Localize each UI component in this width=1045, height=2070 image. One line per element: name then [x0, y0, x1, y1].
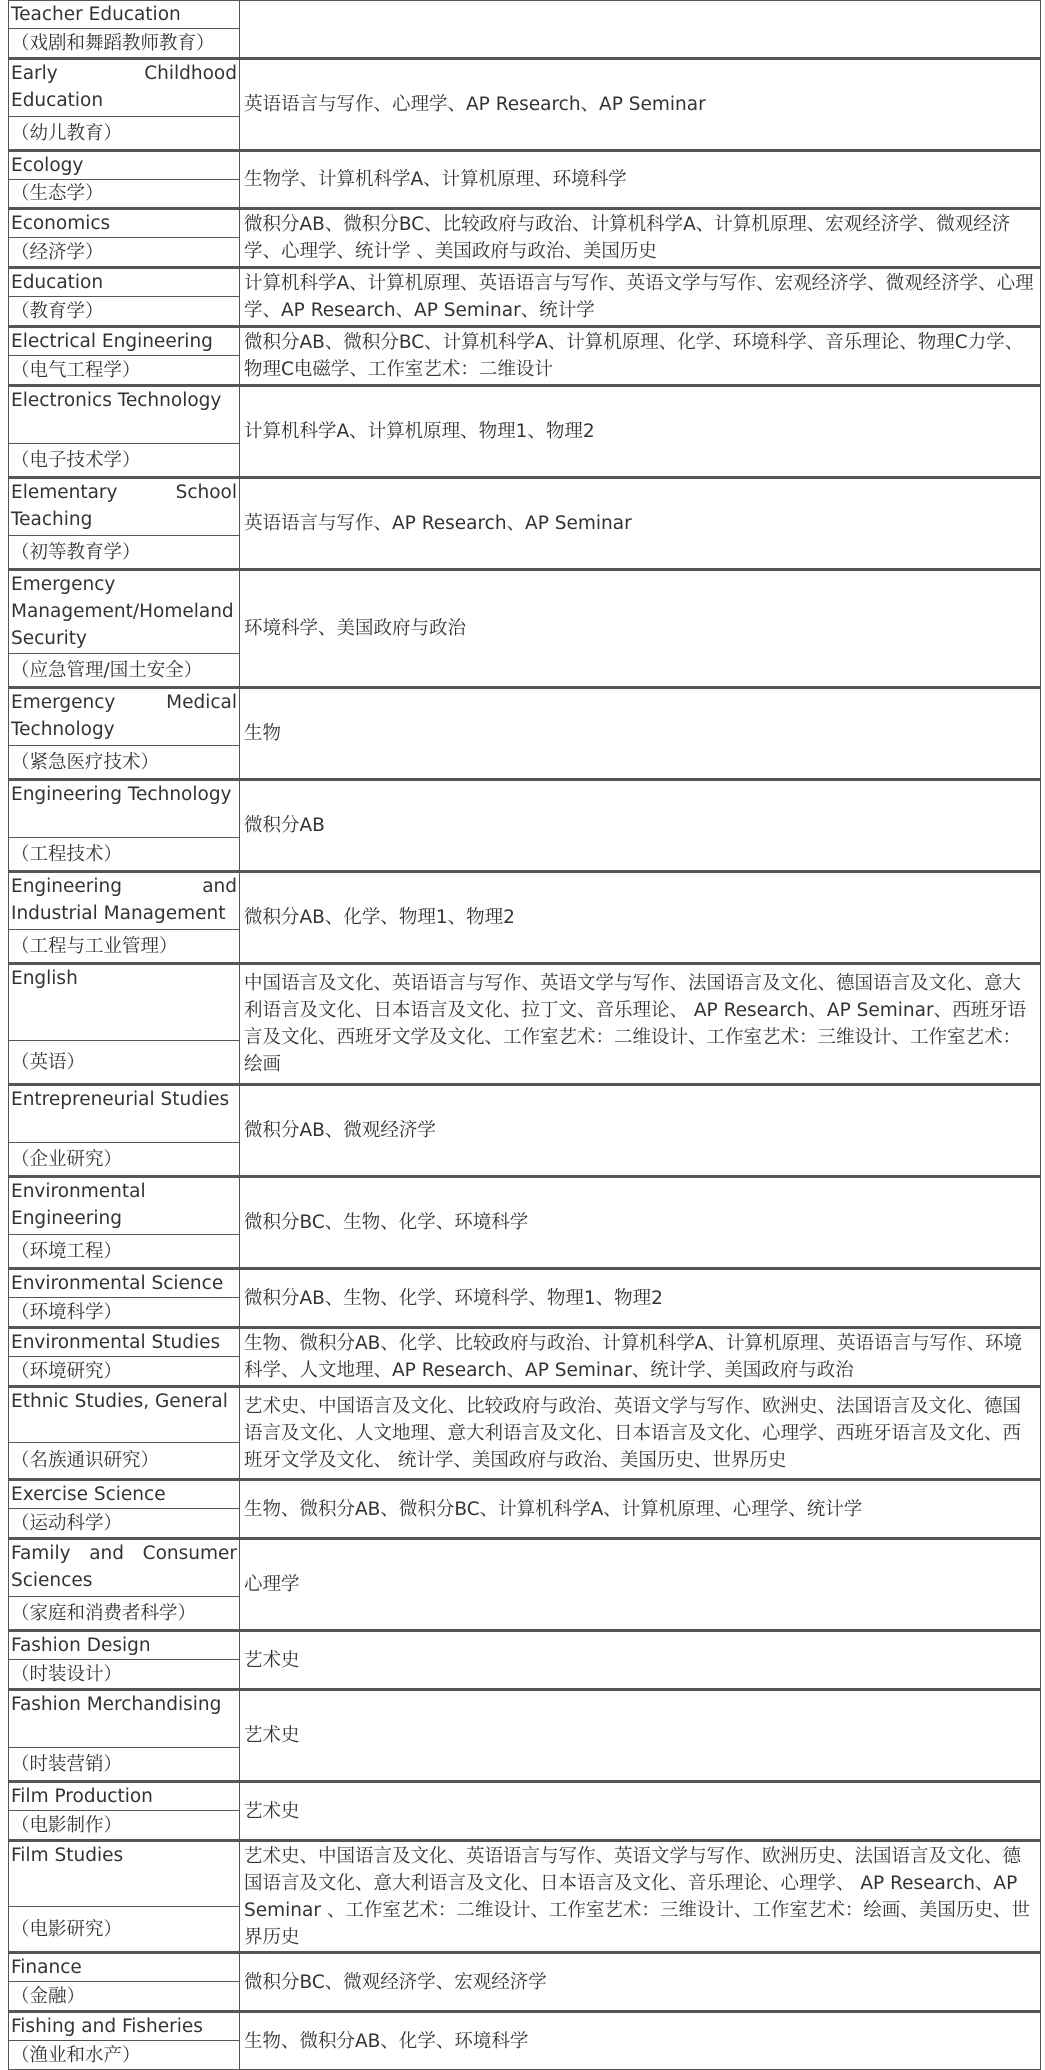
major-name-en: Family and Consumer Sciences: [9, 1539, 240, 1597]
recommended-courses: 计算机科学A、计算机原理、物理1、物理2: [240, 386, 1041, 478]
table-row: [9, 1782, 1041, 1811]
recommended-courses: 生物、微积分AB、化学、比较政府与政治、计算机科学A、计算机原理、英语语言与写作、环境科学、人文地理、AP Research、AP Seminar、统计学、美国政府与政治: [240, 1328, 1041, 1387]
major-name-en: Environmental Engineering: [9, 1177, 240, 1235]
table-row: [9, 1480, 1041, 1509]
major-name-cn: （企业研究）: [9, 1143, 240, 1177]
major-name-en: Fashion Merchandising: [9, 1690, 240, 1748]
major-name-cn: （环境工程）: [9, 1235, 240, 1269]
major-name-en: Fashion Design: [9, 1631, 240, 1660]
major-name-en: Film Studies: [9, 1841, 240, 1907]
table-row: [9, 1085, 1041, 1143]
recommended-courses: 生物、微积分AB、化学、环境科学: [240, 2012, 1041, 2070]
major-name-en: Ecology: [9, 151, 240, 180]
major-name-cn: （金融）: [9, 1982, 240, 2012]
major-name-en: Teacher Education: [9, 1, 240, 29]
table-row: [9, 1953, 1041, 1982]
recommended-courses: 计算机科学A、计算机原理、英语语言与写作、英语文学与写作、宏观经济学、微观经济学、心理学、AP Research、AP Seminar、统计学: [240, 268, 1041, 327]
major-name-cn: （环境科学）: [9, 1298, 240, 1328]
major-name-cn: （时装营销）: [9, 1748, 240, 1782]
table-row: [9, 268, 1041, 297]
recommended-courses: 微积分AB、微观经济学: [240, 1085, 1041, 1177]
major-name-cn: （工程与工业管理）: [9, 930, 240, 964]
major-name-cn: （家庭和消费者科学）: [9, 1597, 240, 1631]
recommended-courses: 英语语言与写作、心理学、AP Research、AP Seminar: [240, 59, 1041, 151]
table-row: [9, 872, 1041, 930]
table-row: [9, 1387, 1041, 1443]
recommended-courses: 微积分AB、化学、物理1、物理2: [240, 872, 1041, 964]
table-row: [9, 59, 1041, 117]
table-row: [9, 1841, 1041, 1907]
major-name-cn: （渔业和水产）: [9, 2041, 240, 2070]
recommended-courses: 生物学、计算机科学A、计算机原理、环境科学: [240, 151, 1041, 209]
table-row: [9, 570, 1041, 654]
major-name-cn: （紧急医疗技术）: [9, 746, 240, 780]
recommended-courses: 微积分AB、微积分BC、计算机科学A、计算机原理、化学、环境科学、音乐理论、物理C力学、物理C电磁学、工作室艺术：二维设计: [240, 327, 1041, 386]
table-row: [9, 327, 1041, 356]
table-row: [9, 688, 1041, 746]
recommended-courses: 微积分BC、微观经济学、宏观经济学: [240, 1953, 1041, 2012]
recommended-courses: 艺术史: [240, 1631, 1041, 1690]
recommended-courses: 微积分AB、生物、化学、环境科学、物理1、物理2: [240, 1269, 1041, 1328]
majors-table-body: [9, 1, 1041, 2070]
major-name-cn: （时装设计）: [9, 1660, 240, 1690]
major-name-en: Fishing and Fisheries: [9, 2012, 240, 2041]
major-name-en: Finance: [9, 1953, 240, 1982]
recommended-courses: 微积分AB、微积分BC、比较政府与政治、计算机科学A、计算机原理、宏观经济学、微观经济学、心理学、统计学 、美国政府与政治、美国历史: [240, 209, 1041, 268]
major-name-en: Emergency Management/Homeland Security: [9, 570, 240, 654]
table-row: [9, 2012, 1041, 2041]
table-row: [9, 1269, 1041, 1298]
recommended-courses: 微积分BC、生物、化学、环境科学: [240, 1177, 1041, 1269]
recommended-courses: 艺术史、中国语言及文化、比较政府与政治、英语文学与写作、欧洲史、法国语言及文化、德国语言及文化、人文地理、意大利语言及文化、日本语言及文化、心理学、西班牙语言及文化、西班牙文学及文化、 统计学、美国政府与政治、美国历史、世界历史: [240, 1387, 1041, 1480]
major-name-cn: （电影研究）: [9, 1907, 240, 1953]
major-name-cn: （初等教育学）: [9, 536, 240, 570]
major-name-cn: （电气工程学）: [9, 356, 240, 386]
major-name-en: Environmental Studies: [9, 1328, 240, 1357]
major-name-cn: （电子技术学）: [9, 444, 240, 478]
major-name-en: Exercise Science: [9, 1480, 240, 1509]
recommended-courses: 艺术史: [240, 1782, 1041, 1841]
major-name-cn: （英语）: [9, 1041, 240, 1085]
major-name-cn: （运动科学）: [9, 1509, 240, 1539]
table-row: [9, 1690, 1041, 1748]
major-name-cn: （电影制作）: [9, 1811, 240, 1841]
major-name-en: Electrical Engineering: [9, 327, 240, 356]
table-row: [9, 209, 1041, 238]
recommended-courses: 中国语言及文化、英语语言与写作、英语文学与写作、法国语言及文化、德国语言及文化、意大利语言及文化、日本语言及文化、拉丁文、音乐理论、 AP Research、AP Seminar、西班牙语言及文化、西班牙文学及文化、工作室艺术：二维设计、工作室艺术：三维设计、工作室艺术：绘画: [240, 964, 1041, 1085]
major-name-cn: （经济学）: [9, 238, 240, 268]
major-name-cn: （戏剧和舞蹈教师教育）: [9, 29, 240, 59]
major-name-en: Early Childhood Education: [9, 59, 240, 117]
major-name-en: Environmental Science: [9, 1269, 240, 1298]
recommended-courses: [240, 1, 1041, 59]
recommended-courses: 生物、微积分AB、微积分BC、计算机科学A、计算机原理、心理学、统计学: [240, 1480, 1041, 1539]
major-name-en: Film Production: [9, 1782, 240, 1811]
major-name-cn: （工程技术）: [9, 838, 240, 872]
major-name-en: Elementary School Teaching: [9, 478, 240, 536]
major-name-en: Ethnic Studies, General: [9, 1387, 240, 1443]
recommended-courses: 微积分AB: [240, 780, 1041, 872]
major-name-cn: （应急管理/国土安全）: [9, 654, 240, 688]
major-name-cn: （教育学）: [9, 297, 240, 327]
table-row: [9, 1177, 1041, 1235]
recommended-courses: 英语语言与写作、AP Research、AP Seminar: [240, 478, 1041, 570]
major-name-en: Engineering Technology: [9, 780, 240, 838]
table-row: [9, 386, 1041, 444]
recommended-courses: 艺术史: [240, 1690, 1041, 1782]
table-row: [9, 780, 1041, 838]
major-name-cn: （名族通识研究）: [9, 1443, 240, 1480]
major-name-en: Emergency Medical Technology: [9, 688, 240, 746]
table-row: [9, 1539, 1041, 1597]
recommended-courses: 环境科学、美国政府与政治: [240, 570, 1041, 688]
table-row: [9, 151, 1041, 180]
table-row: [9, 478, 1041, 536]
major-name-en: Entrepreneurial Studies: [9, 1085, 240, 1143]
major-name-en: Electronics Technology: [9, 386, 240, 444]
table-row: [9, 1, 1041, 29]
major-name-en: Economics: [9, 209, 240, 238]
recommended-courses: 心理学: [240, 1539, 1041, 1631]
major-name-cn: （生态学）: [9, 180, 240, 209]
table-row: [9, 1328, 1041, 1357]
table-row: [9, 1631, 1041, 1660]
major-name-en: English: [9, 964, 240, 1041]
majors-table: [8, 0, 1041, 2070]
major-name-cn: （环境研究）: [9, 1357, 240, 1387]
major-name-cn: （幼儿教育）: [9, 117, 240, 151]
recommended-courses: 艺术史、中国语言及文化、英语语言与写作、英语文学与写作、欧洲历史、法国语言及文化、德国语言及文化、意大利语言及文化、日本语言及文化、音乐理论、心理学、 AP Research、AP Seminar 、工作室艺术：二维设计、工作室艺术：三维设计、工作室艺术：绘画、美国历史、世界历史: [240, 1841, 1041, 1953]
major-name-en: Education: [9, 268, 240, 297]
major-name-en: Engineering and Industrial Management: [9, 872, 240, 930]
recommended-courses: 生物: [240, 688, 1041, 780]
table-row: [9, 964, 1041, 1041]
